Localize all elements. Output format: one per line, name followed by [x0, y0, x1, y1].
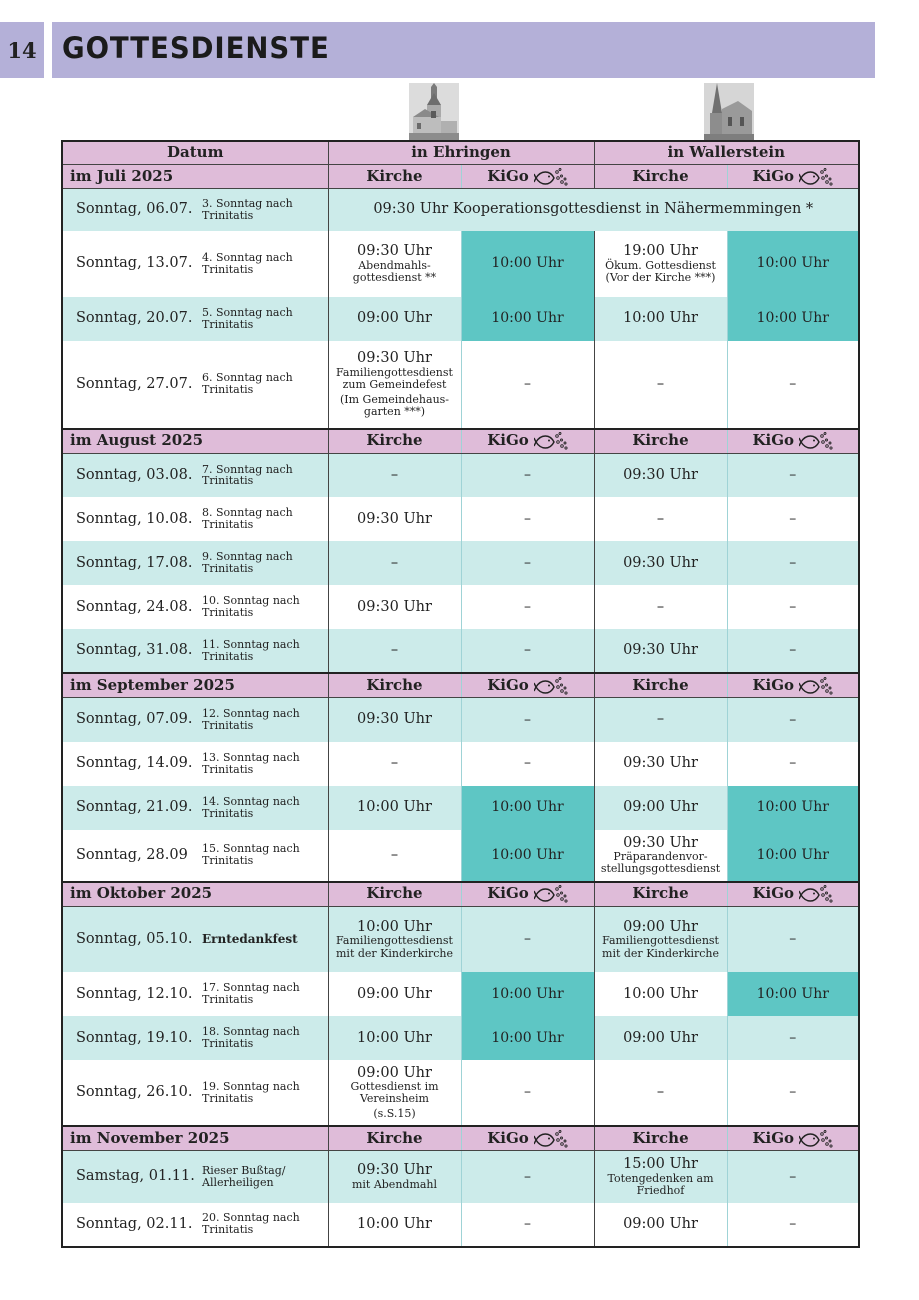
service-date: Sonntag, 10.08.	[62, 497, 202, 541]
month-header-row	[62, 429, 859, 454]
service-row	[62, 497, 859, 541]
ehringen-kirche-cell	[328, 742, 461, 786]
service-row	[62, 297, 859, 341]
fish-icon	[799, 431, 833, 451]
service-occasion: 17. Sonntag nach Trinitatis	[202, 972, 328, 1016]
ehringen-kirche-cell	[328, 1151, 461, 1203]
ehringen-service-time: 10:00 Uhr	[357, 918, 432, 935]
wallerstein-kigo-cell: –	[727, 497, 859, 541]
kigo-label: KiGo	[487, 884, 529, 903]
wallerstein-kigo-cell: –	[727, 541, 859, 585]
service-row	[62, 629, 859, 673]
wallerstein-kigo-cell: –	[727, 906, 859, 972]
month-header-row	[62, 165, 859, 189]
wallerstein-kigo-header	[727, 1126, 859, 1151]
wallerstein-kirche-header: Kirche	[594, 429, 727, 454]
ehringen-kirche-cell	[328, 698, 461, 742]
fish-icon	[534, 167, 568, 187]
service-row	[62, 341, 859, 429]
service-row	[62, 1151, 859, 1203]
wallerstein-service-time: 09:00 Uhr	[623, 1215, 698, 1232]
service-date: Sonntag, 13.07.	[62, 231, 202, 297]
ehringen-kirche-cell	[328, 972, 461, 1016]
ehringen-service-note: mit Abendmahl	[351, 1178, 438, 1192]
service-row	[62, 541, 859, 585]
wallerstein-kirche-cell	[594, 1203, 727, 1247]
page-number: 14	[0, 22, 44, 78]
wallerstein-kigo-cell: –	[727, 1016, 859, 1060]
wallerstein-service-time: 09:30 Uhr	[623, 466, 698, 483]
service-date: Sonntag, 21.09.	[62, 786, 202, 830]
wallerstein-kirche-header: Kirche	[594, 882, 727, 907]
ehringen-service-time: 10:00 Uhr	[357, 1029, 432, 1046]
service-date: Sonntag, 03.08.	[62, 453, 202, 497]
service-row	[62, 231, 859, 297]
kigo-label: KiGo	[752, 884, 795, 903]
wallerstein-kirche-cell	[594, 297, 727, 341]
service-date: Sonntag, 24.08.	[62, 585, 202, 629]
ehringen-kigo-cell: –	[461, 541, 594, 585]
ehringen-kirche-cell	[328, 231, 461, 297]
title-bar	[52, 22, 875, 78]
service-occasion: 13. Sonntag nach Trinitatis	[202, 742, 328, 786]
month-label: im November 2025	[62, 1126, 328, 1151]
wallerstein-kigo-cell: 10:00 Uhr	[727, 231, 859, 297]
ehringen-kirche-header: Kirche	[328, 1126, 461, 1151]
ehringen-service-time: 09:00 Uhr	[357, 310, 432, 327]
ehringen-kigo-header	[461, 1126, 594, 1151]
service-occasion: Erntedankfest	[202, 906, 328, 972]
ehringen-kigo-cell: –	[461, 906, 594, 972]
fish-icon	[799, 167, 833, 187]
wallerstein-service-time: –	[656, 375, 665, 392]
ehringen-kigo-cell: –	[461, 629, 594, 673]
service-row	[62, 972, 859, 1016]
ehringen-service-time: 10:00 Uhr	[357, 799, 432, 816]
ehringen-kirche-cell	[328, 497, 461, 541]
wallerstein-service-note: Ökum. Gottesdienst (Vor der Kirche ***)	[605, 258, 716, 284]
ehringen-service-note: Gottesdienst im Vereinsheim	[350, 1080, 439, 1106]
wallerstein-service-time: 15:00 Uhr	[623, 1156, 698, 1173]
service-row	[62, 742, 859, 786]
ehringen-service-time: 09:30 Uhr	[357, 510, 432, 527]
ehringen-service-time: –	[390, 466, 399, 483]
service-row	[62, 1203, 859, 1247]
merged-service-note: 09:30 Uhr Kooperationsgottesdienst in Nähermemmingen *	[328, 189, 859, 231]
service-date: Sonntag, 17.08.	[62, 541, 202, 585]
fish-icon	[534, 676, 568, 696]
service-occasion: 11. Sonntag nach Trinitatis	[202, 629, 328, 673]
wallerstein-kigo-cell: –	[727, 1203, 859, 1247]
service-date: Sonntag, 14.09.	[62, 742, 202, 786]
service-date: Sonntag, 28.09	[62, 830, 202, 882]
ehringen-kirche-cell	[328, 786, 461, 830]
fish-icon	[534, 884, 568, 904]
wallerstein-kirche-cell	[594, 497, 727, 541]
month-header-row	[62, 1126, 859, 1151]
ehringen-church-photo	[409, 83, 459, 140]
ehringen-kirche-cell	[328, 1016, 461, 1060]
ehringen-kigo-cell: –	[461, 1203, 594, 1247]
wallerstein-kirche-cell	[594, 231, 727, 297]
wallerstein-kigo-cell: –	[727, 742, 859, 786]
wallerstein-service-note: Präparandenvor- stellungsgottesdienst	[600, 850, 721, 876]
ehringen-kigo-header	[461, 165, 594, 189]
ehringen-kirche-cell	[328, 297, 461, 341]
wallerstein-service-time: –	[656, 711, 665, 728]
ehringen-kigo-header	[461, 882, 594, 907]
wallerstein-kirche-cell	[594, 1016, 727, 1060]
service-occasion: 8. Sonntag nach Trinitatis	[202, 497, 328, 541]
month-header-row	[62, 882, 859, 907]
month-label: im September 2025	[62, 673, 328, 698]
services-table	[61, 140, 860, 1248]
kigo-label: KiGo	[752, 431, 795, 450]
ehringen-kigo-header	[461, 673, 594, 698]
service-row	[62, 1016, 859, 1060]
ehringen-kigo-cell: 10:00 Uhr	[461, 231, 594, 297]
ehringen-service-note: Familiengottesdienst zum Gemeindefest	[336, 365, 453, 391]
ehringen-kigo-cell: 10:00 Uhr	[461, 786, 594, 830]
service-date: Sonntag, 02.11.	[62, 1203, 202, 1247]
table-header-row	[62, 141, 859, 165]
ehringen-service-time: 09:30 Uhr	[357, 1162, 432, 1179]
wallerstein-service-time: 09:30 Uhr	[623, 755, 698, 772]
service-occasion: 5. Sonntag nach Trinitatis	[202, 297, 328, 341]
ehringen-kigo-cell: –	[461, 698, 594, 742]
ehringen-kigo-cell: –	[461, 341, 594, 429]
service-date: Sonntag, 20.07.	[62, 297, 202, 341]
wallerstein-kirche-cell	[594, 906, 727, 972]
wallerstein-kirche-cell	[594, 1151, 727, 1203]
ehringen-kigo-cell: –	[461, 742, 594, 786]
service-row	[62, 189, 859, 231]
fish-icon	[534, 1129, 568, 1149]
wallerstein-kigo-cell: 10:00 Uhr	[727, 972, 859, 1016]
wallerstein-service-time: 09:00 Uhr	[623, 1029, 698, 1046]
ehringen-service-time: 09:30 Uhr	[357, 243, 432, 260]
fish-icon	[799, 884, 833, 904]
month-label: im August 2025	[62, 429, 328, 454]
service-date: Sonntag, 12.10.	[62, 972, 202, 1016]
service-row	[62, 830, 859, 882]
fish-icon	[799, 1129, 833, 1149]
ehringen-service-time: 10:00 Uhr	[357, 1215, 432, 1232]
service-occasion: 7. Sonntag nach Trinitatis	[202, 453, 328, 497]
wallerstein-kigo-header	[727, 429, 859, 454]
service-date: Sonntag, 06.07.	[62, 189, 202, 231]
service-occasion: 9. Sonntag nach Trinitatis	[202, 541, 328, 585]
ehringen-service-note-2: (Im Gemeindehaus- garten ***)	[339, 392, 450, 418]
ehringen-kirche-header: Kirche	[328, 673, 461, 698]
kigo-label: KiGo	[487, 1128, 529, 1147]
ehringen-service-time: –	[390, 846, 399, 863]
wallerstein-kigo-cell: –	[727, 341, 859, 429]
wallerstein-kigo-cell: –	[727, 453, 859, 497]
wallerstein-kirche-header: Kirche	[594, 1126, 727, 1151]
wallerstein-kirche-cell	[594, 341, 727, 429]
service-occasion: 20. Sonntag nach Trinitatis	[202, 1203, 328, 1247]
header-date: Datum	[62, 141, 328, 165]
wallerstein-service-time: 10:00 Uhr	[623, 310, 698, 327]
ehringen-kirche-cell	[328, 453, 461, 497]
wallerstein-kirche-header: Kirche	[594, 165, 727, 189]
ehringen-kigo-cell: –	[461, 585, 594, 629]
ehringen-service-note: Abendmahls- gottesdienst **	[352, 258, 437, 284]
wallerstein-kigo-cell: 10:00 Uhr	[727, 830, 859, 882]
ehringen-kigo-cell: 10:00 Uhr	[461, 297, 594, 341]
service-date: Sonntag, 31.08.	[62, 629, 202, 673]
wallerstein-kirche-cell	[594, 453, 727, 497]
service-occasion: 12. Sonntag nach Trinitatis	[202, 698, 328, 742]
ehringen-service-time: –	[390, 554, 399, 571]
ehringen-kirche-header: Kirche	[328, 882, 461, 907]
wallerstein-kigo-cell: –	[727, 1060, 859, 1126]
kigo-label: KiGo	[752, 166, 795, 185]
wallerstein-kigo-cell: 10:00 Uhr	[727, 297, 859, 341]
ehringen-kigo-cell: –	[461, 453, 594, 497]
service-date: Sonntag, 19.10.	[62, 1016, 202, 1060]
month-header-row	[62, 673, 859, 698]
wallerstein-service-time: –	[656, 1084, 665, 1101]
service-row	[62, 906, 859, 972]
wallerstein-service-time: 09:30 Uhr	[623, 642, 698, 659]
ehringen-kirche-cell	[328, 1203, 461, 1247]
ehringen-kigo-cell: 10:00 Uhr	[461, 1016, 594, 1060]
ehringen-kigo-cell: –	[461, 1060, 594, 1126]
ehringen-service-time: 09:30 Uhr	[357, 598, 432, 615]
ehringen-kigo-cell: –	[461, 1151, 594, 1203]
services-table-body	[62, 141, 859, 1247]
wallerstein-kigo-header	[727, 673, 859, 698]
ehringen-kirche-cell	[328, 629, 461, 673]
ehringen-service-note-2: (s.S.15)	[373, 1107, 416, 1121]
wallerstein-kigo-cell: –	[727, 585, 859, 629]
service-occasion: Rieser Bußtag/ Allerheiligen	[202, 1151, 328, 1203]
wallerstein-service-time: 10:00 Uhr	[623, 985, 698, 1002]
service-row	[62, 698, 859, 742]
ehringen-service-time: 09:30 Uhr	[357, 349, 432, 366]
wallerstein-service-time: 19:00 Uhr	[623, 243, 698, 260]
wallerstein-service-note: Familiengottesdienst mit der Kinderkirche	[602, 934, 720, 960]
service-occasion: 19. Sonntag nach Trinitatis	[202, 1060, 328, 1126]
kigo-label: KiGo	[487, 675, 529, 694]
ehringen-kigo-header	[461, 429, 594, 454]
ehringen-kirche-cell	[328, 1060, 461, 1126]
wallerstein-service-time: 09:30 Uhr	[623, 834, 698, 851]
wallerstein-service-time: 09:00 Uhr	[623, 799, 698, 816]
ehringen-service-time: 09:00 Uhr	[357, 985, 432, 1002]
wallerstein-kirche-cell	[594, 1060, 727, 1126]
ehringen-kirche-cell	[328, 906, 461, 972]
wallerstein-kigo-cell: –	[727, 698, 859, 742]
header-ehringen: in Ehringen	[328, 141, 594, 165]
kigo-label: KiGo	[487, 166, 529, 185]
kigo-label: KiGo	[752, 1128, 795, 1147]
service-occasion: 6. Sonntag nach Trinitatis	[202, 341, 328, 429]
month-label: im Oktober 2025	[62, 882, 328, 907]
ehringen-service-time: 09:00 Uhr	[357, 1064, 432, 1081]
service-date: Sonntag, 07.09.	[62, 698, 202, 742]
wallerstein-service-time: –	[656, 598, 665, 615]
wallerstein-kirche-cell	[594, 742, 727, 786]
service-row	[62, 585, 859, 629]
service-occasion: 4. Sonntag nach Trinitatis	[202, 231, 328, 297]
service-occasion: 15. Sonntag nach Trinitatis	[202, 830, 328, 882]
wallerstein-kirche-cell	[594, 629, 727, 673]
wallerstein-service-time: –	[656, 510, 665, 527]
wallerstein-kigo-header	[727, 882, 859, 907]
wallerstein-kigo-header	[727, 165, 859, 189]
ehringen-kigo-cell: 10:00 Uhr	[461, 830, 594, 882]
wallerstein-kirche-cell	[594, 541, 727, 585]
header-wallerstein: in Wallerstein	[594, 141, 859, 165]
ehringen-kigo-cell: –	[461, 497, 594, 541]
ehringen-kirche-cell	[328, 341, 461, 429]
wallerstein-service-note: Totengedenken am Friedhof	[607, 1171, 714, 1198]
service-date: Sonntag, 05.10.	[62, 906, 202, 972]
wallerstein-kirche-header: Kirche	[594, 673, 727, 698]
wallerstein-kigo-cell: –	[727, 1151, 859, 1203]
wallerstein-church-photo	[704, 83, 754, 140]
wallerstein-kirche-cell	[594, 972, 727, 1016]
wallerstein-kirche-cell	[594, 830, 727, 882]
kigo-label: KiGo	[487, 431, 529, 450]
wallerstein-kigo-cell: –	[727, 629, 859, 673]
ehringen-kirche-cell	[328, 830, 461, 882]
service-row	[62, 453, 859, 497]
wallerstein-kirche-cell	[594, 585, 727, 629]
wallerstein-kirche-cell	[594, 698, 727, 742]
service-date: Samstag, 01.11.	[62, 1151, 202, 1203]
ehringen-kirche-header: Kirche	[328, 429, 461, 454]
page-title: GOTTESDIENSTE	[62, 31, 330, 65]
kigo-label: KiGo	[752, 675, 795, 694]
ehringen-kirche-cell	[328, 585, 461, 629]
service-date: Sonntag, 27.07.	[62, 341, 202, 429]
service-occasion: 18. Sonntag nach Trinitatis	[202, 1016, 328, 1060]
service-row	[62, 786, 859, 830]
wallerstein-kigo-cell: 10:00 Uhr	[727, 786, 859, 830]
service-date: Sonntag, 26.10.	[62, 1060, 202, 1126]
fish-icon	[799, 676, 833, 696]
wallerstein-kirche-cell	[594, 786, 727, 830]
ehringen-service-note: Familiengottesdienst mit der Kinderkirche	[336, 934, 453, 960]
month-label: im Juli 2025	[62, 165, 328, 189]
service-occasion: 10. Sonntag nach Trinitatis	[202, 585, 328, 629]
ehringen-service-time: –	[390, 755, 399, 772]
fish-icon	[534, 431, 568, 451]
ehringen-service-time: 09:30 Uhr	[357, 711, 432, 728]
service-occasion: 14. Sonntag nach Trinitatis	[202, 786, 328, 830]
service-occasion: 3. Sonntag nach Trinitatis	[202, 189, 328, 231]
ehringen-service-time: –	[390, 642, 399, 659]
ehringen-kirche-cell	[328, 541, 461, 585]
ehringen-kigo-cell: 10:00 Uhr	[461, 972, 594, 1016]
ehringen-kirche-header: Kirche	[328, 165, 461, 189]
wallerstein-service-time: 09:00 Uhr	[623, 918, 698, 935]
service-row	[62, 1060, 859, 1126]
wallerstein-service-time: 09:30 Uhr	[623, 554, 698, 571]
